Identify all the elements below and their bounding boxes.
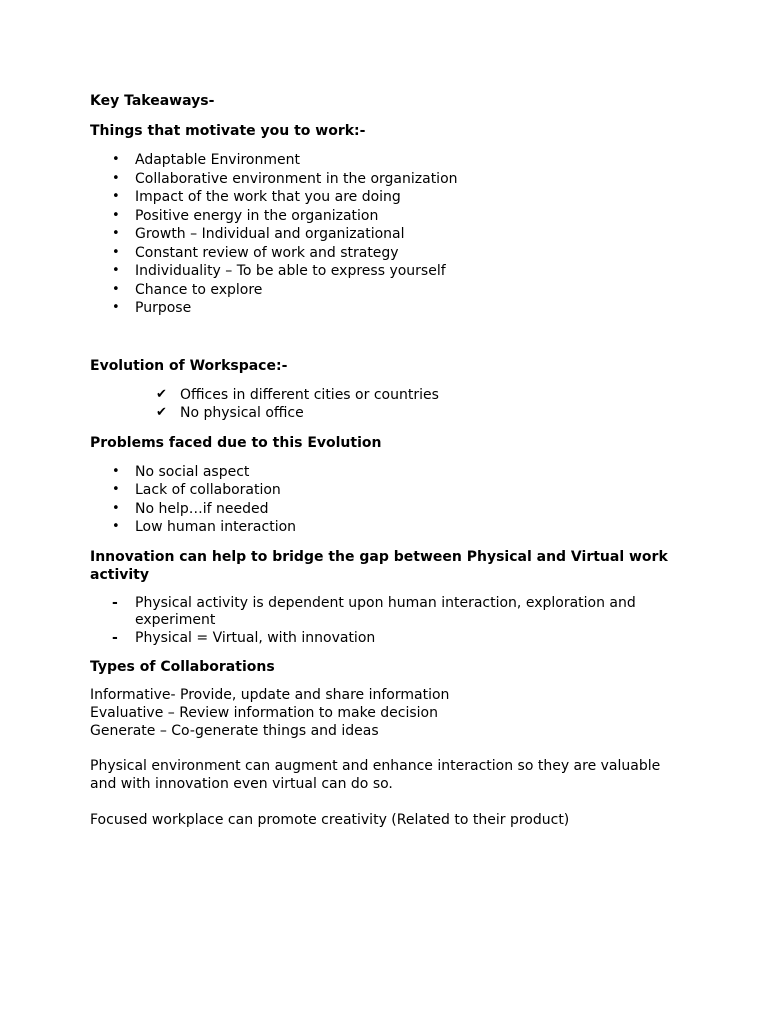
bullet-icon: • — [112, 519, 120, 534]
list-item: • Lack of collaboration — [112, 482, 281, 498]
bullet-icon: • — [112, 189, 120, 204]
list-item: • Growth – Individual and organizational — [112, 226, 405, 242]
list-item: • Chance to explore — [112, 281, 263, 298]
collaboration-type-line: Informative- Provide, update and share information — [90, 687, 450, 703]
bullet-icon: • — [112, 226, 120, 241]
collaboration-type-line: Evaluative – Review information to make decision — [90, 705, 438, 721]
list-item: - Physical = Virtual, with innovation — [112, 629, 376, 646]
list-item: • Positive energy in the organization — [112, 207, 379, 224]
motivate-list — [90, 151, 680, 318]
list-item: • Purpose — [112, 300, 192, 316]
collaborations-heading: Types of Collaborations — [90, 659, 275, 675]
list-item: • Impact of the work that you are doing — [112, 189, 401, 205]
bullet-icon: • — [112, 170, 120, 186]
innovation-heading: Innovation can help to bridge the gap between Physical and Virtual work activity — [90, 548, 668, 583]
checkmark-icon: ✔ — [156, 386, 167, 402]
bullet-icon: • — [112, 152, 120, 167]
evolution-list — [90, 386, 680, 422]
bullet-icon: • — [112, 463, 120, 479]
list-item: • Low human interaction — [112, 519, 297, 535]
list-item: ✔ Offices in different cities or countries — [156, 386, 439, 403]
list-item: • Adaptable Environment — [112, 152, 300, 168]
dash-icon: - — [112, 629, 118, 646]
collaborations-lines — [90, 686, 680, 740]
evolution-heading: Evolution of Workspace:- — [90, 357, 288, 374]
list-item: ✔ No physical office — [156, 404, 304, 421]
list-item: • No help…if needed — [112, 500, 269, 517]
paragraph: Physical environment can augment and enhance interaction so they are valuable and with innovation even virtual can do so. — [90, 758, 661, 792]
bullet-icon: • — [112, 281, 120, 297]
bullet-icon: • — [112, 482, 120, 497]
list-item: • Constant review of work and strategy — [112, 244, 399, 261]
checkmark-icon: ✔ — [156, 404, 167, 420]
dash-icon: - — [112, 594, 118, 611]
collaboration-type-line: Generate – Co-generate things and ideas — [90, 723, 379, 739]
innovation-list — [90, 595, 680, 648]
document-page — [90, 90, 680, 829]
list-item: - Physical activity is dependent upon human interaction, exploration and experiment — [112, 594, 636, 628]
bullet-icon: • — [112, 263, 120, 278]
key-takeaways-heading: Key Takeaways- — [90, 93, 215, 109]
bullet-icon: • — [112, 500, 120, 516]
bullet-icon: • — [112, 244, 120, 260]
list-item: • Collaborative environment in the organization — [112, 170, 458, 187]
bullet-icon: • — [112, 207, 120, 223]
list-item: • No social aspect — [112, 463, 250, 480]
list-item: • Individuality – To be able to express yourself — [112, 263, 446, 279]
bullet-icon: • — [112, 300, 120, 315]
problems-list — [90, 463, 680, 537]
paragraph: Focused workplace can promote creativity (Related to their product) — [90, 812, 570, 828]
motivate-heading: Things that motivate you to work:- — [90, 123, 366, 139]
problems-heading: Problems faced due to this Evolution — [90, 434, 382, 451]
